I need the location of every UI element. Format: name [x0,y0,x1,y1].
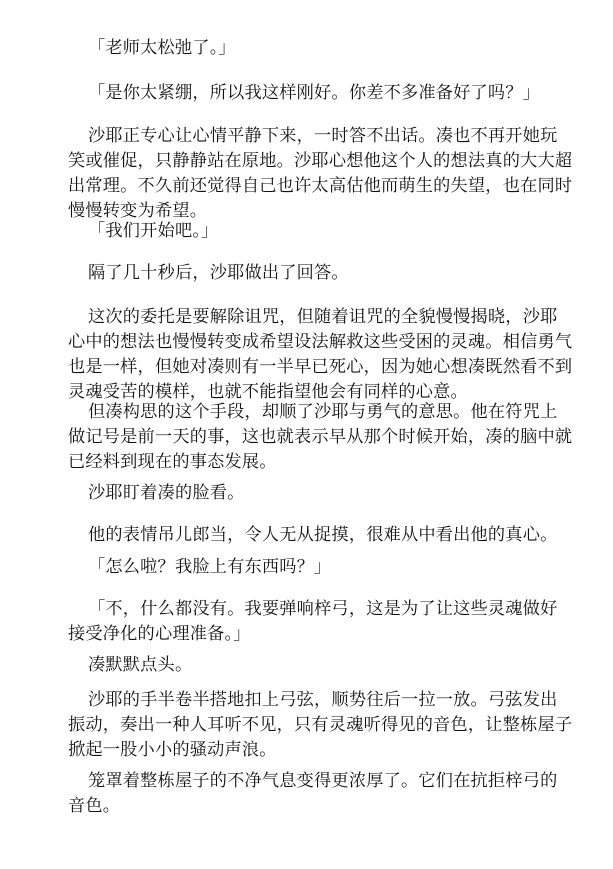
text-line: 「老师太松弛了。」 [88,38,236,58]
text-line: 沙耶正专心让心情平静下来，一时答不出话。凑也不再开她玩 [88,126,558,146]
text-line: 「不，什么都没有。我要弹响梓弓，这是为了让这些灵魂做好 [88,599,558,619]
text-line: 掀起一股小小的骚动声浪。 [68,740,277,760]
paragraph-12 [88,653,550,678]
text-line: 出常理。不久前还觉得自己也许太高估他而萌生的失望，也在同时 [68,176,573,196]
paragraph-11 [68,597,558,647]
text-line: 「我们开始吧。」 [88,221,219,241]
paragraph-9 [88,523,558,548]
paragraph-2 [88,81,550,106]
text-line: 他的表情吊儿郎当，令人无从捉摸，很难从中看出他的真心。 [88,525,558,545]
paragraph-7 [68,400,573,475]
paragraph-1 [88,36,550,61]
paragraph-13 [68,688,573,763]
paragraph-8 [88,481,550,506]
text-line: 沙耶的手半卷半搭地扣上弓弦，顺势往后一拉一放。弓弦发出 [88,690,558,710]
text-line: 振动，奏出一种人耳听不见，只有灵魂听得见的音色，让整栋屋子 [68,715,573,735]
paragraph-3 [68,124,573,224]
text-line: 也是一样，但她对凑则有一半早已死心，因为她心想凑既然看不到 [68,357,573,377]
text-line: 心中的想法也慢慢转变成希望设法解救这些受困的灵魂。相信勇气 [68,332,573,352]
paragraph-4 [88,219,550,244]
text-line: 灵魂受苦的模样，也就不能指望他会有同样的心意。 [68,382,468,402]
text-line: 「怎么啦？我脸上有东西吗？」 [88,557,332,577]
text-line: 这次的委托是要解除诅咒，但随着诅咒的全貌慢慢揭晓，沙耶 [88,307,558,327]
paragraph-14 [68,769,558,819]
text-line: 笼罩着整栋屋子的不净气息变得更浓厚了。它们在抗拒梓弓的 [88,771,558,791]
text-line: 但凑构思的这个手段，却顺了沙耶与勇气的意思。他在符咒上 [88,402,558,422]
text-line: 接受净化的心理准备。」 [68,624,251,644]
text-line: 做记号是前一天的事，这也就表示早从那个时候开始，凑的脑中就 [68,427,573,447]
text-line: 凑默默点头。 [88,655,193,675]
paragraph-5 [88,261,550,286]
text-line: 已经料到现在的事态发展。 [68,452,277,472]
text-line: 慢慢转变为希望。 [68,201,208,221]
text-line: 「是你太紧绷，所以我这样刚好。你差不多准备好了吗？」 [88,83,541,103]
text-line: 沙耶盯着凑的脸看。 [88,483,245,503]
text-line: 隔了几十秒后，沙耶做出了回答。 [88,263,349,283]
paragraph-10 [88,555,550,580]
text-line: 笑或催促，只静静站在原地。沙耶心想他这个人的想法真的大大超 [68,151,573,171]
text-line: 音色。 [68,796,121,816]
paragraph-6 [68,305,573,405]
